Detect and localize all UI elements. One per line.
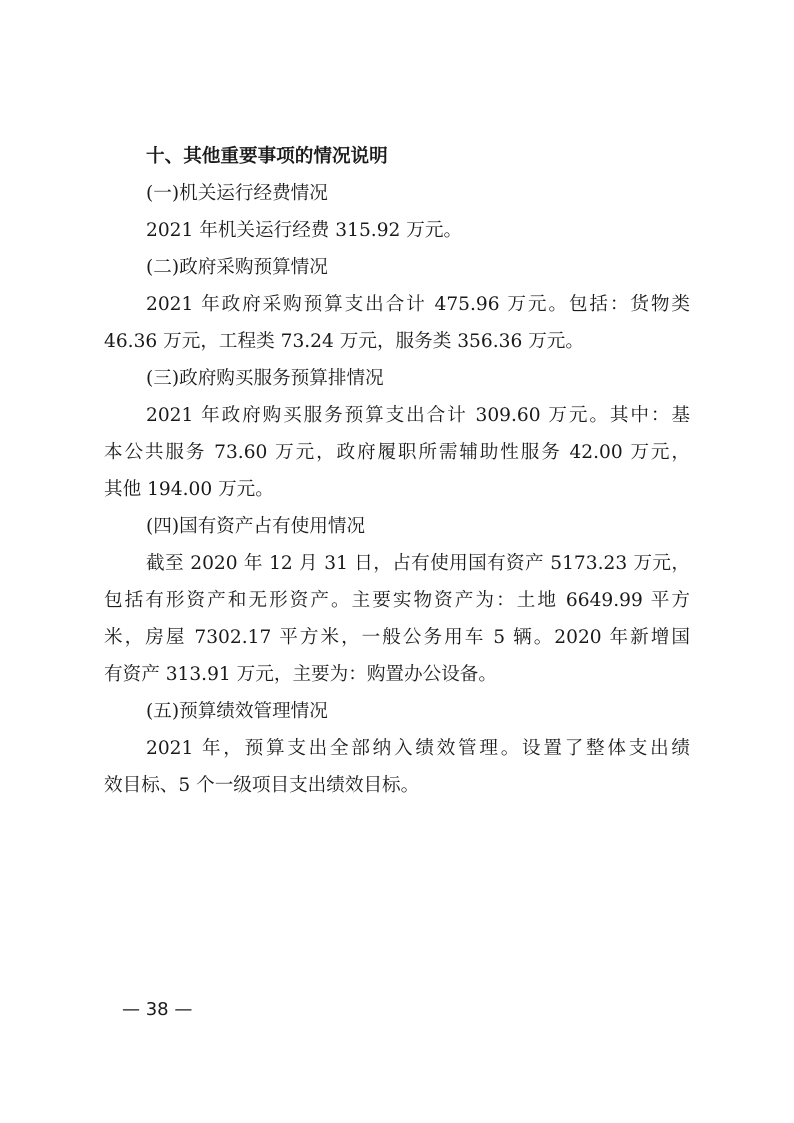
paragraph-line: 2021 年机关运行经费 315.92 万元。 [146,220,463,241]
paragraph-line: 截至 2020 年 12 月 31 日，占有使用国有资产 5173.23 万元， [146,553,690,574]
paragraph-line: 46.36 万元，工程类 73.24 万元，服务类 356.36 万元。 [104,331,584,352]
paragraph-line: 其他 194.00 万元。 [104,479,274,500]
paragraph-line: 有资产 313.91 万元，主要为：购置办公设备。 [104,664,497,685]
paragraph-line: 本公共服务 73.60 万元，政府履职所需辅助性服务 42.00 万元， [104,442,690,463]
subsection-title-4: (四)国有资产占有使用情况 [146,516,366,537]
subsection-title-5: (五)预算绩效管理情况 [146,701,328,722]
paragraph-line: 效目标、5 个一级项目支出绩效目标。 [104,775,420,796]
subsection-title-2: (二)政府采购预算情况 [146,257,328,278]
paragraph-line: 包括有形资产和无形资产。主要实物资产为：土地 6649.99 平方 [104,590,690,611]
paragraph-line: 米，房屋 7302.17 平方米，一般公务用车 5 辆。2020 年新增国 [104,627,690,648]
subsection-title-3: (三)政府购买服务预算排情况 [146,368,384,389]
page-number: — 38 — [122,999,193,1020]
subsection-title-1: (一)机关运行经费情况 [146,183,328,204]
paragraph-line: 2021 年政府购买服务预算支出合计 309.60 万元。其中：基 [146,405,690,426]
section-heading: 十、其他重要事项的情况说明 [146,146,388,167]
paragraph-line: 2021 年，预算支出全部纳入绩效管理。设置了整体支出绩 [146,738,690,759]
paragraph-line: 2021 年政府采购预算支出合计 475.96 万元。包括：货物类 [146,294,690,315]
document-body [104,138,690,804]
